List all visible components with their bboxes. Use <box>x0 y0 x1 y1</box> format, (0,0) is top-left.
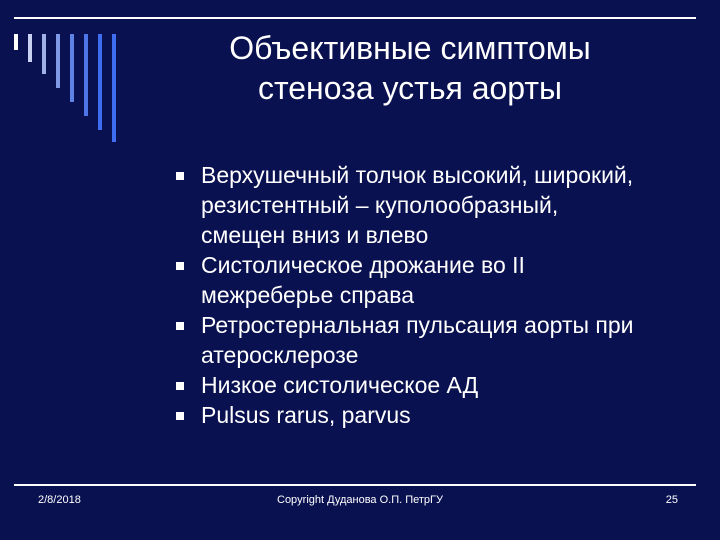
bullet-item <box>170 370 690 400</box>
stripe <box>84 34 88 116</box>
bullet-line: Pulsus rarus, parvus <box>201 402 411 428</box>
bullet-list <box>170 160 690 430</box>
bullet-item <box>170 400 690 430</box>
stripe <box>56 34 60 88</box>
title-line: Объективные симптомы <box>229 30 591 66</box>
stripe <box>28 34 32 62</box>
bullet-line: Ретростернальная пульсация аорты при <box>201 312 634 338</box>
bullet-line: резистентный – куполообразный, <box>201 192 559 218</box>
square-bullet-icon <box>176 322 184 330</box>
bullet-line: смещен вниз и влево <box>201 222 429 248</box>
bullet-item <box>170 160 690 250</box>
title-line: стеноза устья аорты <box>257 70 563 106</box>
bullet-line: межреберье справа <box>201 282 415 308</box>
footer-date: 2/8/2018 <box>38 494 81 506</box>
bullet-line: Систолическое дрожание во II <box>201 252 525 278</box>
bullet-item <box>170 310 690 370</box>
bullet-line: Низкое систолическое АД <box>201 372 479 398</box>
stripe <box>98 34 102 130</box>
bullet-item <box>170 250 690 310</box>
stripe <box>70 34 74 102</box>
bullet-line: Верхушечный толчок высокий, широкий, <box>201 162 634 188</box>
footer-copyright: Copyright Дуданова О.П. ПетрГУ <box>277 494 443 506</box>
square-bullet-icon <box>176 172 184 180</box>
stripe <box>42 34 46 74</box>
stripe <box>14 34 18 50</box>
top-divider <box>14 17 696 19</box>
stripe <box>112 34 116 142</box>
bullet-line: атеросклерозе <box>201 342 359 368</box>
decorative-stripes <box>14 34 134 144</box>
square-bullet-icon <box>176 382 184 390</box>
bottom-divider <box>14 484 696 486</box>
slide-title <box>180 28 640 108</box>
page-number: 25 <box>665 494 678 506</box>
square-bullet-icon <box>176 262 184 270</box>
square-bullet-icon <box>176 412 184 420</box>
